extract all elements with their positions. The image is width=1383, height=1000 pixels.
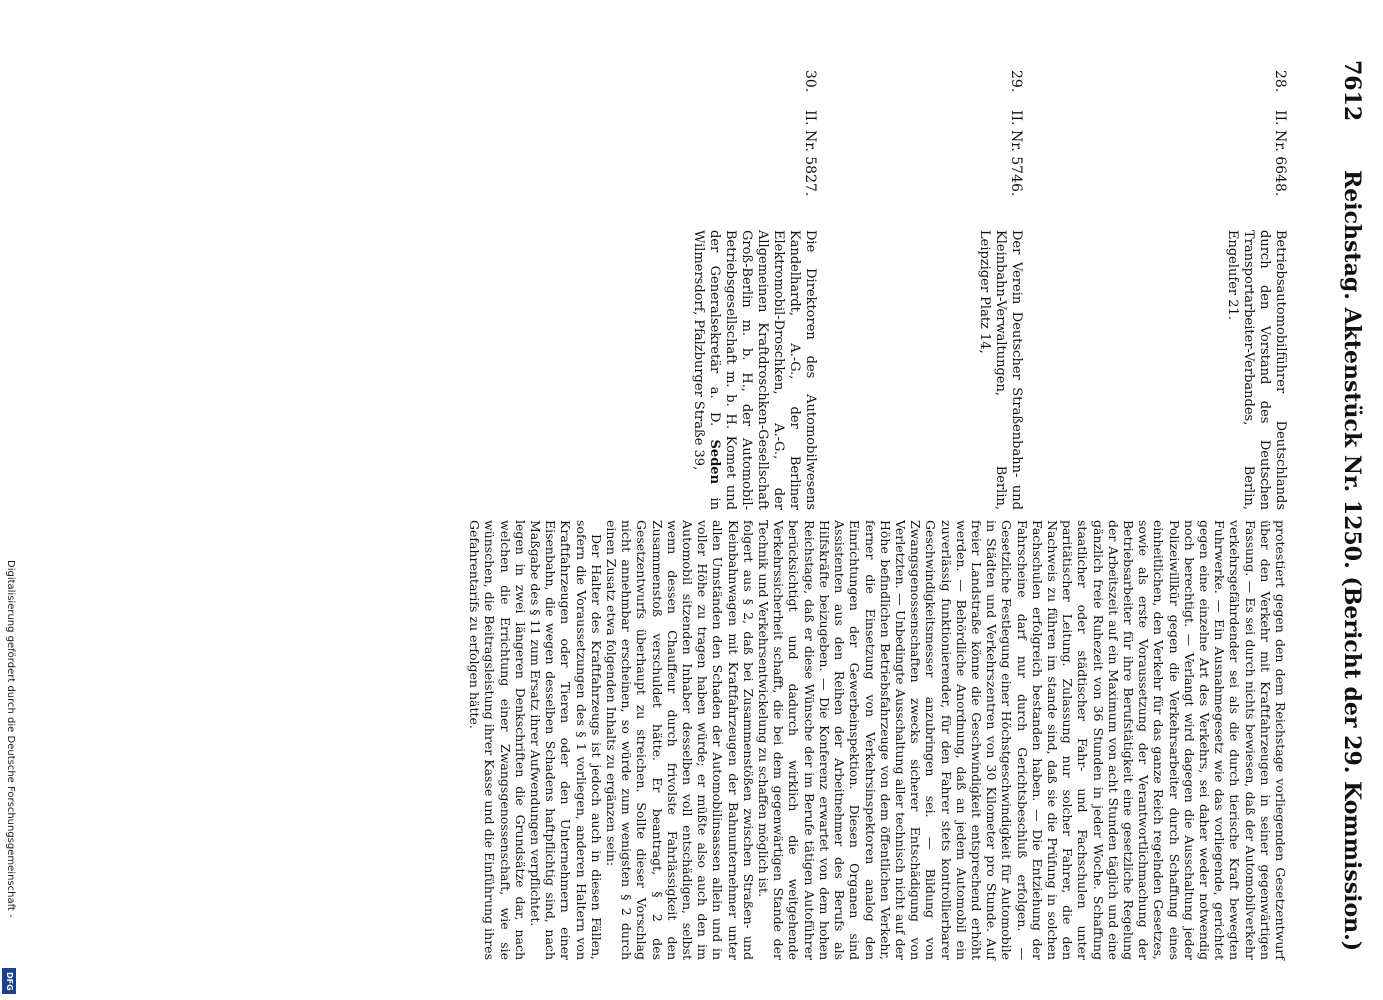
petitioner-text-part: Die Direktoren des Automobilwesens Kandelhardt, A.-G., der Berliner Elektromobil-Droschken, A.-G., der Allgemeinen Kraftdroschken-Gesellschaft Groß-Berlin m. b. H., der Automobil-Betriebsgesellschaft m. b. H. Komet und der Generalsekretär a. D. <box>707 230 818 510</box>
petitioner-text: Betriebsautomobilführer Deutschlands durch den Vorstand des Deutschen Transportarbeiter-Verbandes, Berlin, Engelufer 21. <box>1225 230 1288 510</box>
petition-index: 29. <box>1008 70 1024 93</box>
petition-row <box>598 70 818 510</box>
page-number: 7612 <box>1339 60 1365 122</box>
footer-credit <box>4 560 18 990</box>
petition-number: II. Nr. 6648. <box>1272 110 1288 197</box>
petition-list <box>584 70 1288 510</box>
petition-index: 28. <box>1272 70 1288 93</box>
page-header <box>1331 60 1365 960</box>
petition-number: II. Nr. 5827. <box>802 110 818 197</box>
commentary-paragraph: legen in zwei längeren Denkschriften die Grundsätze dar, nach welchen die Errichtung einer Zwangsgenossenschaft, wie sie wünschen, die Beitragsleistung ihrer Kasse und die Einführung ihres Gefahrentarifs zu erfolgen hätte. <box>467 520 528 960</box>
petition-row <box>1038 70 1288 510</box>
petitioner-name: Seden <box>707 439 722 485</box>
petition-index: 30. <box>802 70 818 93</box>
petitioner-text: Der Verein Deutscher Straßenbahn- und Kleinbahn-Verwaltungen, Berlin, Leipziger Platz 14, <box>977 230 1024 510</box>
petitioner-text <box>690 230 818 510</box>
petition-row <box>832 70 1024 510</box>
commentary-paragraph: folgert aus § 2, daß bei Zusammenstößen zwischen Straßen- und Kleinbahnwagen mit Kraftfahrzeugen der Bahnunternehmer unter allen Umständen den Schaden der Automobilinsassen allein und in voller Höhe zu tragen haben würde; er müßte also auch den im Automobil sitzenden Inhaber desselben voll entschädigen, selbst wenn dessen Chauffeur durch frivolste Fahrlässigkeit den Zusammenstoß verschuldet hätte. Er beantragt, § 2 des Gesetzentwurfs überhaupt zu streichen. Sollte dieser Vorschlag nicht annehmbar erscheinen, so würde zum wenigsten § 2 durch einen Zusatz etwa folgenden Inhalts zu ergänzen sein: <box>604 520 756 960</box>
commentary-column <box>467 520 1288 960</box>
commentary-paragraph: Der Halter des Kraftfahrzeugs ist jedoch auch in diesen Fällen, sofern die Voraussetzungen des § 1 vorliegen, anderen Haltern von Kraftfahrzeugen oder Tieren oder den Unternehmern einer Eisenbahn, die wegen desselben Schadens haftpflichtig sind, nach Maßgabe des § 11 zum Ersatz ihrer Aufwendungen verpflichtet. <box>528 520 604 960</box>
running-head: Reichstag. Aktenstück Nr. 1250. (Bericht der 29. Kommission.) <box>1339 170 1365 952</box>
dfg-logo-icon: DFG <box>2 968 16 994</box>
footer-credit-text: Digitalisierung gefördert durch die Deutsche Forschungsgemeinschaft - <box>5 560 16 918</box>
petitioner-text-part: in Wilmersdorf, Pfalzburger Straße 39, <box>691 230 722 510</box>
commentary-paragraph: protestiert gegen den dem Reichstage vorliegenden Gesetzentwurf über den Verkehr mit Kraftfahrzeugen in seiner gegenwärtigen Fassung. — Es sei durch nichts bewiesen, daß der Automobilverkehr verkehrsgefährdender sei als die durch tierische Kraft bewegten Fuhrwerke. — Ein Ausnahmegesetz wie das vorliegende, gerichtet gegen eine einzelne Art des Verkehrs, sei daher weder notwendig noch berechtigt. — Verlangt wird dagegen die Ausschaltung jeder Polizeiwillkür gegen die Verkehrsarbeiter durch Schaffung eines einheitlichen, den Verkehr für das ganze Reich regelnden Gesetzes, sowie als erste Voraussetzung der Verantwortlichmachung der Betriebsarbeiter für ihre Berufstätigkeit eine gesetzliche Regelung der Arbeitszeit auf ein Maximum von acht Stunden täglich und eine gänzlich freie Ruhezeit von 36 Stunden in jeder Woche. Schaffung staatlicher oder städtischer Fahr- und Fachschulen unter paritätischer Leitung. Zulassung nur solcher Fahrer, die den Nachweis zu führen im stande sind, daß sie die Prüfung in solchen Fachschulen erfolgreich bestanden haben. — Die Entziehung der Fahrscheine darf nur durch Gerichtsbeschluß erfolgen. — Gesetzliche Festlegung einer Höchstgeschwindigkeit für Automobile in Städten und Verkehrszentren von 30 Kilometer pro Stunde. Auf freier Landstraße könne die Geschwindigkeit entsprechend erhöht werden. — Behördliche Anordnung, daß an jedem Automobil ein zuverlässig funktionierender, für den Fahrer stets kontrollierbarer Geschwindigkeitsmesser anzubringen sei. — Bildung von Zwangsgenossenschaften zwecks sicherer Entschädigung von Verletzten. — Unbedingte Ausschaltung aller technisch nicht auf der Höhe befindlichen Betriebsfahrzeuge von dem öffentlichen Verkehr, ferner die Einsetzung von Verkehrsinspektoren analog den Einrichtungen der Gewerbeinspektion. Diesen Organen sind Assistenten aus den Reihen der Arbeitnehmer des Berufs als Hilfskräfte beizugeben. — Die Konferenz erwartet von dem hohen Reichstage, daß er diese Wünsche der im Berufe tätigen Autoführer berücksichtigt und dadurch wirklich die weitgehende Verkehrssicherheit schafft, die bei dem gegenwärtigen Stande der Technik und Verkehrsentwickelung zu schaffen möglich ist. <box>756 520 1288 960</box>
petition-number: II. Nr. 5746. <box>1008 110 1024 197</box>
